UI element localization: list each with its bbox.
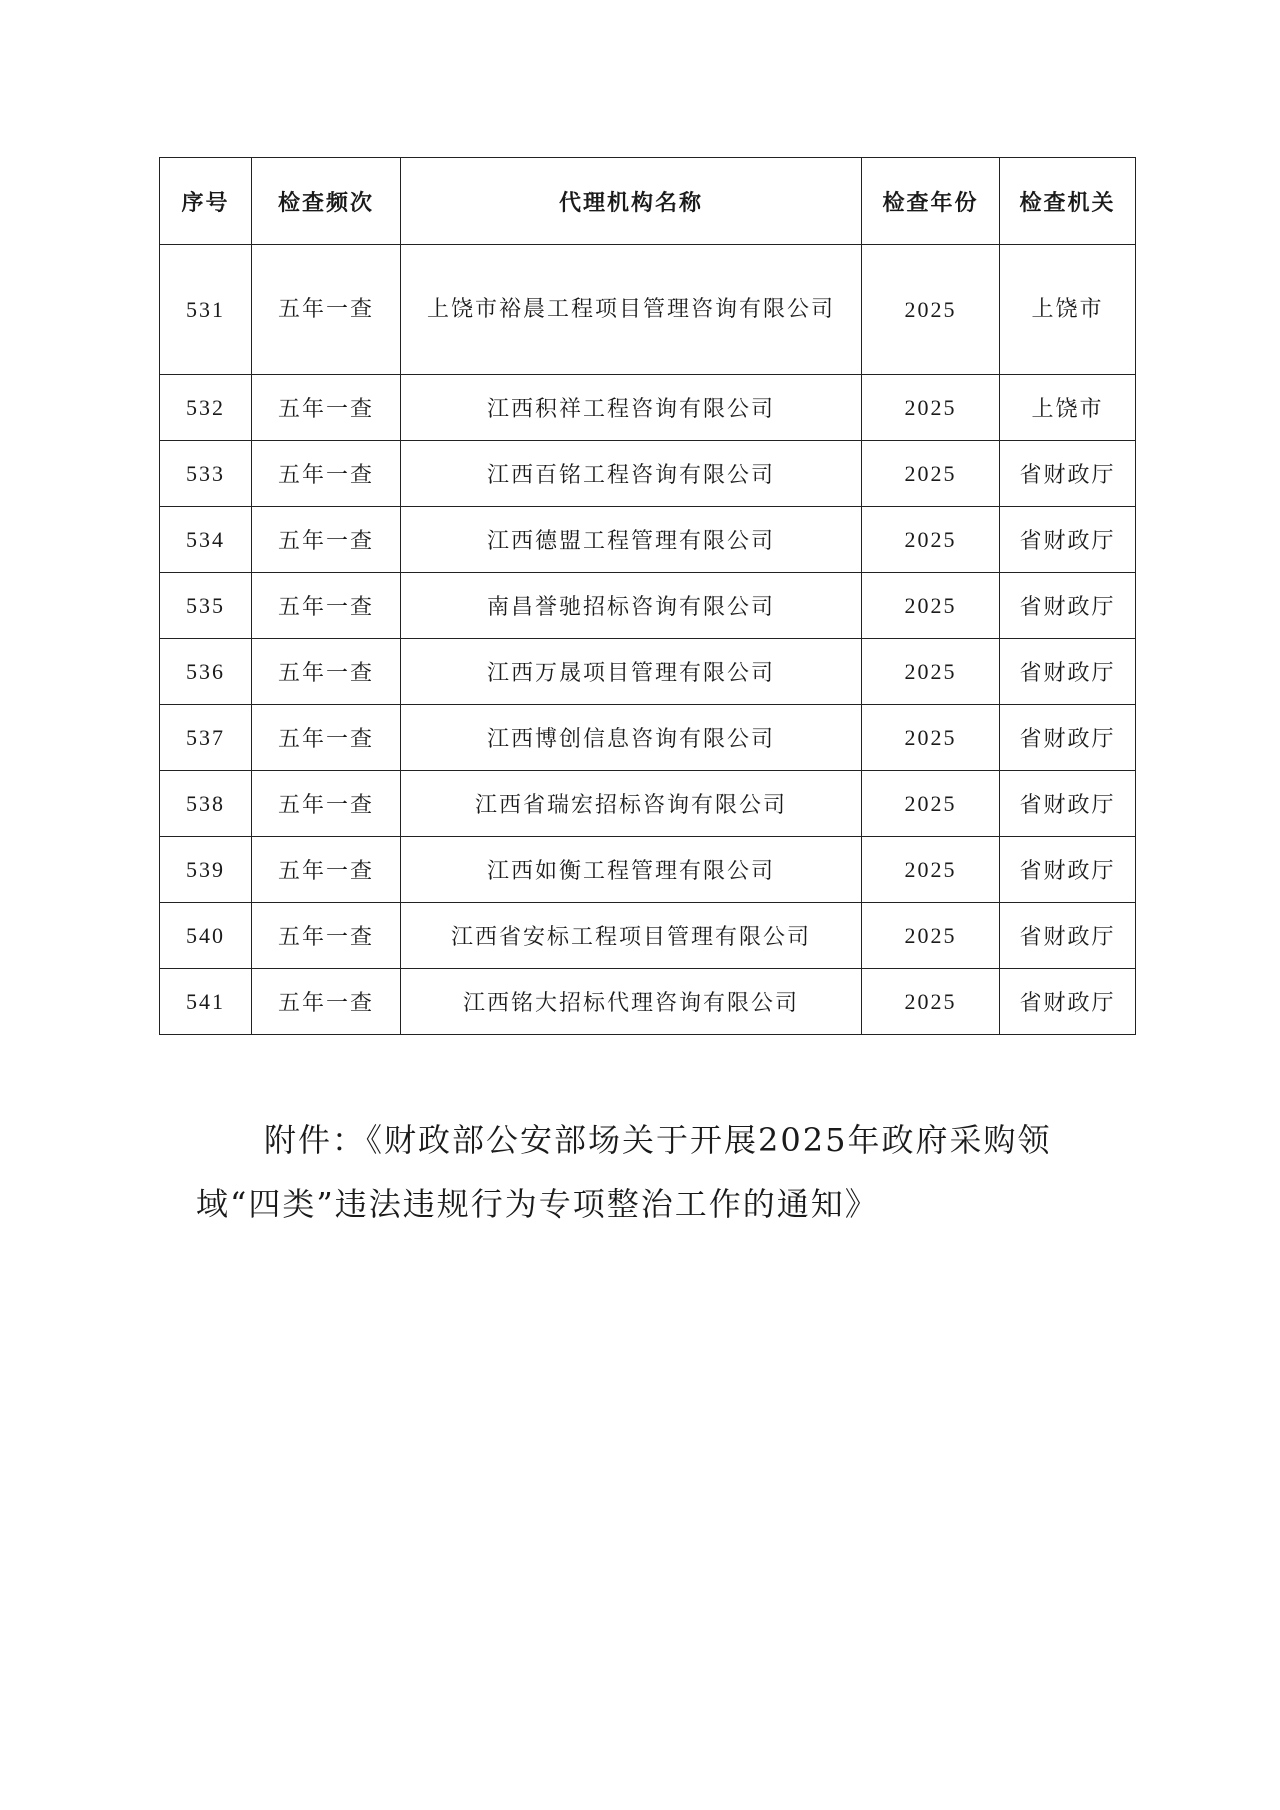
- cell-authority: 省财政厅: [1000, 903, 1136, 969]
- attachment-line-1: 附件：《财政部公安部场关于开展2025年政府采购领: [264, 1121, 1052, 1159]
- cell-year: 2025: [862, 837, 1000, 903]
- cell-agency-name: 江西万晟项目管理有限公司: [401, 639, 862, 705]
- table-row: [160, 771, 1136, 837]
- cell-frequency: 五年一查: [252, 969, 401, 1035]
- cell-authority: 上饶市: [1000, 245, 1136, 375]
- cell-year: 2025: [862, 375, 1000, 441]
- cell-seq: 539: [160, 837, 252, 903]
- cell-frequency: 五年一查: [252, 507, 401, 573]
- cell-frequency: 五年一查: [252, 639, 401, 705]
- header-agency-name: 代理机构名称: [401, 158, 862, 245]
- cell-year: 2025: [862, 441, 1000, 507]
- cell-year: 2025: [862, 969, 1000, 1035]
- cell-frequency: 五年一查: [252, 573, 401, 639]
- cell-year: 2025: [862, 639, 1000, 705]
- cell-agency-name: 江西百铭工程咨询有限公司: [401, 441, 862, 507]
- cell-authority: 省财政厅: [1000, 573, 1136, 639]
- agency-inspection-table: [159, 157, 1136, 1035]
- cell-frequency: 五年一查: [252, 771, 401, 837]
- cell-year: 2025: [862, 771, 1000, 837]
- cell-agency-name: 江西省瑞宏招标咨询有限公司: [401, 771, 862, 837]
- attachment-line-2: 域“四类”违法违规行为专项整治工作的通知》: [196, 1185, 879, 1223]
- cell-authority: 上饶市: [1000, 375, 1136, 441]
- cell-seq: 534: [160, 507, 252, 573]
- cell-authority: 省财政厅: [1000, 771, 1136, 837]
- table-header-row: [160, 158, 1136, 245]
- cell-agency-name: 江西如衡工程管理有限公司: [401, 837, 862, 903]
- header-authority: 检查机关: [1000, 158, 1136, 245]
- cell-agency-name: 江西德盟工程管理有限公司: [401, 507, 862, 573]
- header-seq: 序号: [160, 158, 252, 245]
- cell-agency-name: 江西省安标工程项目管理有限公司: [401, 903, 862, 969]
- cell-frequency: 五年一查: [252, 441, 401, 507]
- cell-year: 2025: [862, 245, 1000, 375]
- table-row: [160, 375, 1136, 441]
- table-row: [160, 441, 1136, 507]
- cell-authority: 省财政厅: [1000, 639, 1136, 705]
- table-row: [160, 245, 1136, 375]
- cell-authority: 省财政厅: [1000, 705, 1136, 771]
- cell-authority: 省财政厅: [1000, 507, 1136, 573]
- cell-frequency: 五年一查: [252, 837, 401, 903]
- cell-seq: 535: [160, 573, 252, 639]
- header-frequency: 检查频次: [252, 158, 401, 245]
- cell-seq: 541: [160, 969, 252, 1035]
- cell-seq: 538: [160, 771, 252, 837]
- table-row: [160, 837, 1136, 903]
- cell-seq: 532: [160, 375, 252, 441]
- cell-frequency: 五年一查: [252, 903, 401, 969]
- cell-seq: 540: [160, 903, 252, 969]
- cell-authority: 省财政厅: [1000, 441, 1136, 507]
- cell-year: 2025: [862, 903, 1000, 969]
- cell-year: 2025: [862, 507, 1000, 573]
- table-row: [160, 639, 1136, 705]
- table-row: [160, 507, 1136, 573]
- cell-year: 2025: [862, 573, 1000, 639]
- table-row: [160, 903, 1136, 969]
- table-row: [160, 705, 1136, 771]
- cell-frequency: 五年一查: [252, 245, 401, 375]
- cell-year: 2025: [862, 705, 1000, 771]
- cell-agency-name: 南昌誉驰招标咨询有限公司: [401, 573, 862, 639]
- table-row: [160, 573, 1136, 639]
- cell-agency-name: 上饶市裕晨工程项目管理咨询有限公司: [401, 245, 862, 375]
- cell-agency-name: 江西积祥工程咨询有限公司: [401, 375, 862, 441]
- cell-agency-name: 江西博创信息咨询有限公司: [401, 705, 862, 771]
- attachment-note: [196, 1108, 1096, 1236]
- cell-seq: 531: [160, 245, 252, 375]
- cell-authority: 省财政厅: [1000, 969, 1136, 1035]
- cell-frequency: 五年一查: [252, 705, 401, 771]
- cell-seq: 536: [160, 639, 252, 705]
- header-year: 检查年份: [862, 158, 1000, 245]
- cell-frequency: 五年一查: [252, 375, 401, 441]
- cell-seq: 537: [160, 705, 252, 771]
- cell-agency-name: 江西铭大招标代理咨询有限公司: [401, 969, 862, 1035]
- cell-seq: 533: [160, 441, 252, 507]
- cell-authority: 省财政厅: [1000, 837, 1136, 903]
- table-row: [160, 969, 1136, 1035]
